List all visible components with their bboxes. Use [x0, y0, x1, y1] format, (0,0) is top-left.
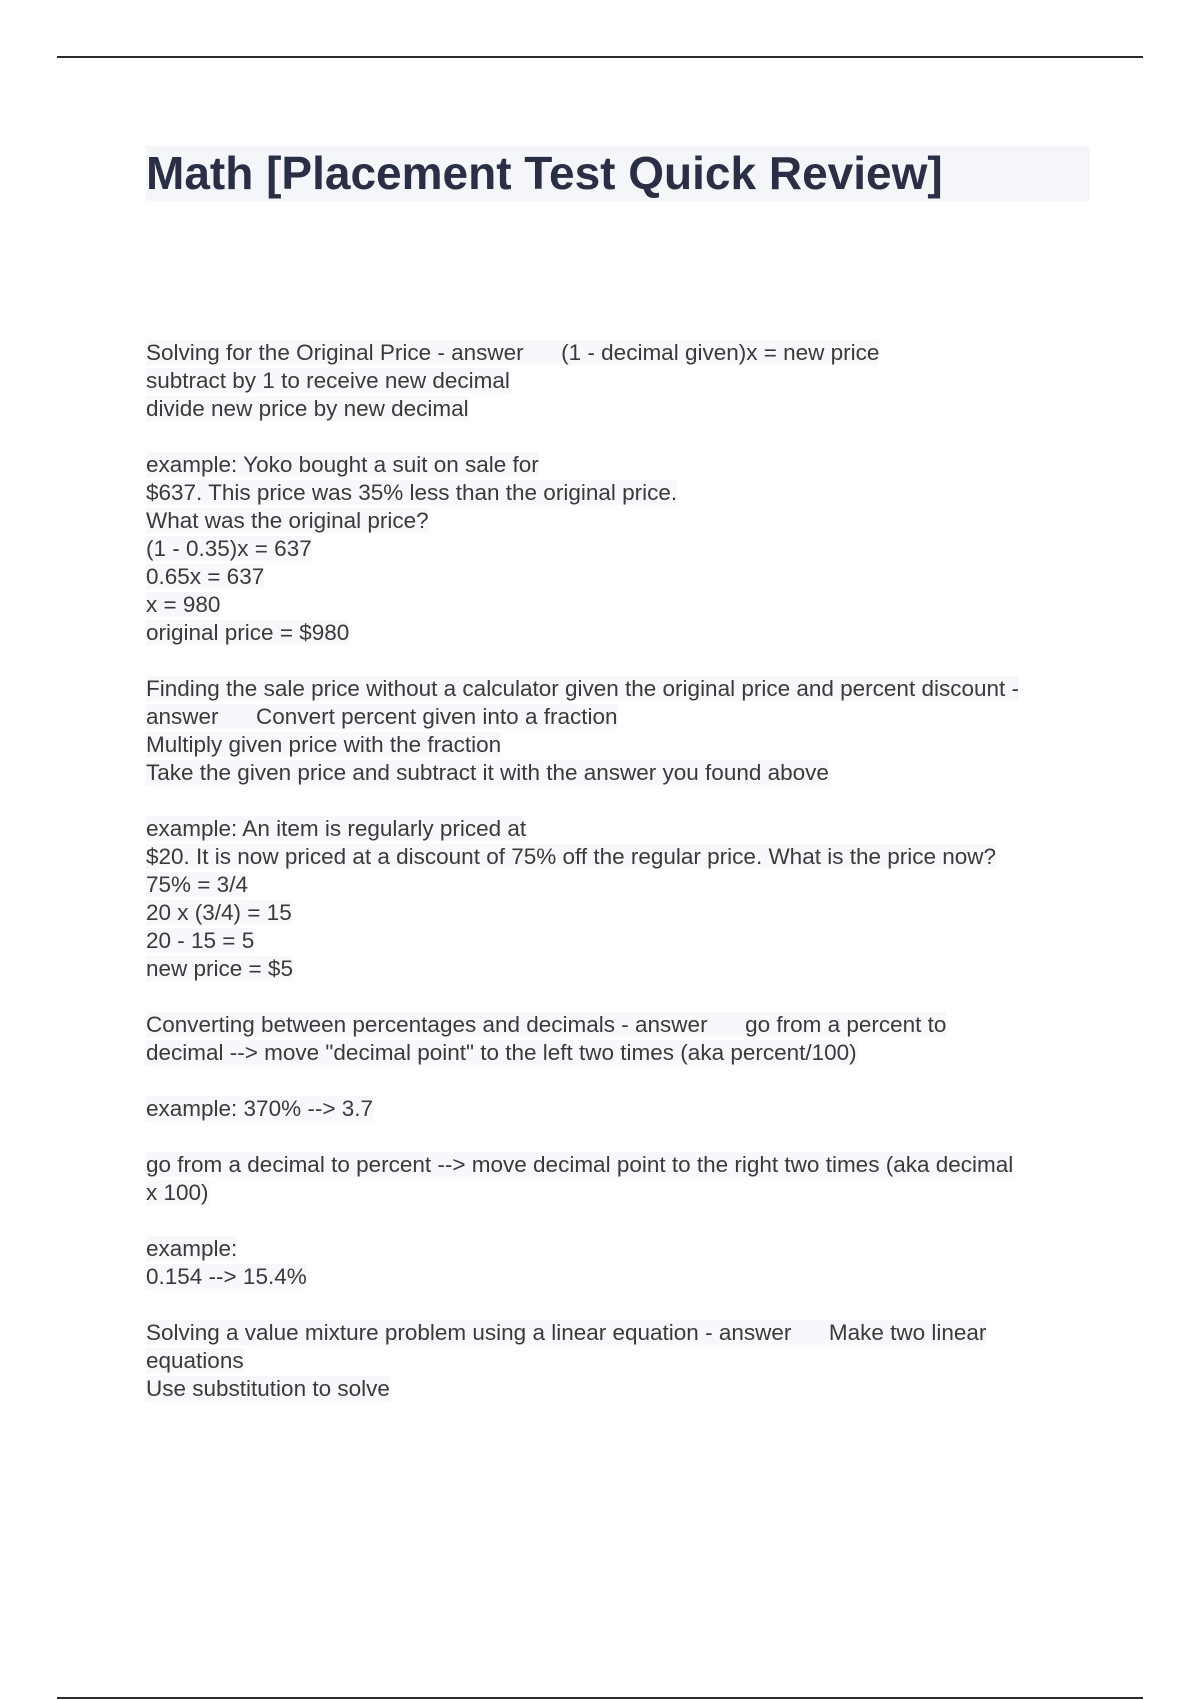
- text-line-content: Solving for the Original Price - answer (1 - decimal given)x = new price: [146, 340, 880, 365]
- text-line: [146, 507, 1096, 535]
- text-line-content: 0.65x = 637: [146, 564, 265, 589]
- text-line: [146, 871, 1096, 899]
- text-line: [146, 395, 1096, 423]
- text-block: [146, 1151, 1096, 1207]
- text-line: [146, 1011, 1096, 1039]
- text-line: [146, 1235, 1096, 1263]
- text-line: [146, 563, 1096, 591]
- text-line-content: Finding the sale price without a calculator given the original price and percent discount -: [146, 676, 1019, 701]
- text-line: [146, 1095, 1096, 1123]
- text-line-content: (1 - 0.35)x = 637: [146, 536, 312, 561]
- text-line-content: Use substitution to solve: [146, 1376, 390, 1401]
- text-line: [146, 479, 1096, 507]
- text-line-content: $637. This price was 35% less than the original price.: [146, 480, 678, 505]
- text-line: [146, 1263, 1096, 1291]
- text-line: [146, 1179, 1096, 1207]
- bottom-rule: [57, 1697, 1143, 1699]
- text-line: [146, 955, 1096, 983]
- text-block: [146, 339, 1096, 423]
- paragraph-gap: [146, 1207, 1096, 1235]
- text-line-content: divide new price by new decimal: [146, 396, 469, 421]
- text-line: [146, 731, 1096, 759]
- text-line-content: go from a decimal to percent --> move decimal point to the right two times (aka decimal: [146, 1152, 1014, 1177]
- text-line-content: Take the given price and subtract it with the answer you found above: [146, 760, 829, 785]
- text-line-content: Multiply given price with the fraction: [146, 732, 502, 757]
- text-line: [146, 535, 1096, 563]
- text-line: [146, 1039, 1096, 1067]
- text-line: [146, 591, 1096, 619]
- text-line-content: What was the original price?: [146, 508, 429, 533]
- text-line: [146, 1319, 1096, 1347]
- text-line-content: answer Convert percent given into a fraction: [146, 704, 618, 729]
- text-line-content: example: 370% --> 3.7: [146, 1096, 373, 1121]
- text-block: [146, 1235, 1096, 1291]
- text-line-content: 0.154 --> 15.4%: [146, 1264, 307, 1289]
- text-line: [146, 1151, 1096, 1179]
- text-line: [146, 703, 1096, 731]
- text-line: [146, 1375, 1096, 1403]
- text-line-content: Converting between percentages and decimals - answer go from a percent to: [146, 1012, 947, 1037]
- text-line-content: decimal --> move "decimal point" to the left two times (aka percent/100): [146, 1040, 857, 1065]
- text-line: [146, 927, 1096, 955]
- text-line: [146, 759, 1096, 787]
- text-block: [146, 1319, 1096, 1403]
- text-block: [146, 1011, 1096, 1067]
- text-line-content: 20 x (3/4) = 15: [146, 900, 292, 925]
- text-line-content: original price = $980: [146, 620, 350, 645]
- top-rule: [57, 56, 1143, 58]
- text-block: [146, 675, 1096, 787]
- text-line: [146, 815, 1096, 843]
- text-line-content: example: An item is regularly priced at: [146, 816, 527, 841]
- text-line-content: x 100): [146, 1180, 209, 1205]
- paragraph-gap: [146, 787, 1096, 815]
- paragraph-gap: [146, 1123, 1096, 1151]
- text-block: [146, 451, 1096, 647]
- text-line-content: equations: [146, 1348, 244, 1373]
- text-line-content: Solving a value mixture problem using a linear equation - answer Make two linear: [146, 1320, 987, 1345]
- paragraph-gap: [146, 983, 1096, 1011]
- text-line: [146, 451, 1096, 479]
- text-line: [146, 339, 1096, 367]
- text-line: [146, 843, 1096, 871]
- text-block: [146, 1095, 1096, 1123]
- paragraph-gap: [146, 647, 1096, 675]
- text-line-content: 75% = 3/4: [146, 872, 248, 897]
- text-line: [146, 619, 1096, 647]
- paragraph-gap: [146, 1067, 1096, 1095]
- text-line-content: 20 - 15 = 5: [146, 928, 255, 953]
- text-line-content: x = 980: [146, 592, 221, 617]
- text-line: [146, 1347, 1096, 1375]
- text-line: [146, 899, 1096, 927]
- text-line-content: $20. It is now priced at a discount of 75% off the regular price. What is the price now?: [146, 844, 997, 869]
- text-line: [146, 367, 1096, 395]
- paragraph-gap: [146, 423, 1096, 451]
- paragraph-gap: [146, 1291, 1096, 1319]
- text-block: [146, 815, 1096, 983]
- page-title: Math [Placement Test Quick Review]: [146, 147, 943, 199]
- text-line-content: new price = $5: [146, 956, 293, 981]
- text-line-content: example: Yoko bought a suit on sale for: [146, 452, 539, 477]
- text-line-content: example:: [146, 1236, 238, 1261]
- document-body: [146, 339, 1096, 1403]
- text-line-content: subtract by 1 to receive new decimal: [146, 368, 510, 393]
- text-line: [146, 675, 1096, 703]
